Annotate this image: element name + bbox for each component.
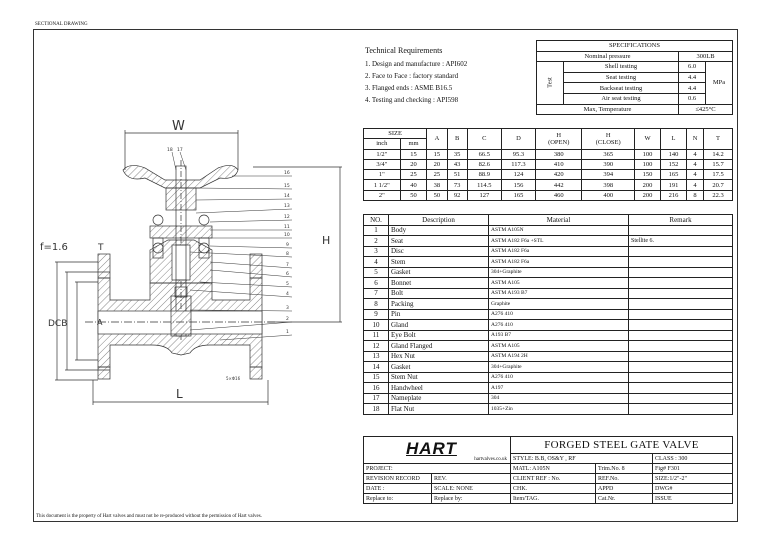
spec-title: SPECIFICATIONS xyxy=(537,41,733,52)
col-h-close: H (CLOSE) xyxy=(582,129,635,150)
dimension-cell: 17.5 xyxy=(704,170,733,180)
title-block xyxy=(363,436,733,504)
rev-cell: REV. xyxy=(432,474,511,484)
dimension-row xyxy=(364,159,733,169)
part-description: Bonnet xyxy=(389,278,489,289)
dimension-cell: 460 xyxy=(536,190,582,200)
part-no: 15 xyxy=(364,372,389,383)
part-no: 8 xyxy=(364,299,389,310)
class-cell: CLASS : 300 xyxy=(653,454,733,464)
part-no: 13 xyxy=(364,351,389,362)
part-no: 5 xyxy=(364,267,389,278)
part-no: 6 xyxy=(364,278,389,289)
callout-16: 16 xyxy=(284,171,290,176)
dimension-cell: 8 xyxy=(687,190,704,200)
scale-cell: SCALE: NONE xyxy=(432,484,511,494)
callout-2: 2 xyxy=(286,317,289,322)
part-material: A197 xyxy=(489,383,629,394)
part-description: Bolt xyxy=(389,288,489,299)
dimension-cell: 15.7 xyxy=(704,159,733,169)
dimension-cell: 165 xyxy=(501,190,535,200)
dimension-cell: 140 xyxy=(661,149,687,159)
dimension-cell: 1/2" xyxy=(364,149,401,159)
dimension-cell: 380 xyxy=(536,149,582,159)
part-remark xyxy=(629,267,733,278)
part-remark xyxy=(629,320,733,331)
part-material: 304+Graphite xyxy=(489,362,629,373)
dimension-cell: 73 xyxy=(447,180,467,190)
dimension-cell: 127 xyxy=(467,190,501,200)
dimensions-table xyxy=(363,128,733,201)
part-remark xyxy=(629,404,733,415)
dimension-cell: 40 xyxy=(400,180,427,190)
dimension-cell: 3/4" xyxy=(364,159,401,169)
part-no: 16 xyxy=(364,383,389,394)
parts-rows xyxy=(364,225,733,414)
dimensions-rows xyxy=(364,149,733,200)
part-material: A193 B7 xyxy=(489,330,629,341)
callout-9: 9 xyxy=(286,243,289,248)
part-description: Handwheel xyxy=(389,383,489,394)
part-no: 10 xyxy=(364,320,389,331)
dimension-cell: 4 xyxy=(687,180,704,190)
callout-4: 4 xyxy=(286,292,289,297)
part-description: Flat Nut xyxy=(389,404,489,415)
part-description: Packing xyxy=(389,299,489,310)
part-remark xyxy=(629,362,733,373)
part-description: Pin xyxy=(389,309,489,320)
part-no: 4 xyxy=(364,257,389,268)
matl-cell: MATL: A105N xyxy=(511,464,596,474)
part-no: 18 xyxy=(364,404,389,415)
item-tag-cell: Item/TAG. xyxy=(511,494,596,504)
test-backseat-value: 4.4 xyxy=(679,83,706,94)
specifications-table xyxy=(536,40,733,115)
col-n: N xyxy=(687,129,704,150)
part-row xyxy=(364,372,733,383)
dimension-cell: 114.5 xyxy=(467,180,501,190)
part-description: Seat xyxy=(389,236,489,247)
dimension-cell: 156 xyxy=(501,180,535,190)
date-cell: DATE : xyxy=(364,484,432,494)
dimension-cell: 150 xyxy=(635,170,661,180)
part-row xyxy=(364,299,733,310)
callout-7: 7 xyxy=(286,263,289,268)
pressure-unit: MPa xyxy=(706,62,733,104)
part-no: 17 xyxy=(364,393,389,404)
dimension-cell: 216 xyxy=(661,190,687,200)
website: hartvalves.co.uk xyxy=(474,457,507,462)
drawing-title: FORGED STEEL GATE VALVE xyxy=(511,437,733,454)
replace-to-cell: Replace to: xyxy=(364,494,432,504)
part-no: 11 xyxy=(364,330,389,341)
dimension-cell: 88.9 xyxy=(467,170,501,180)
part-row xyxy=(364,225,733,236)
part-no: 2 xyxy=(364,236,389,247)
parts-no-header: NO. xyxy=(364,215,389,226)
part-remark xyxy=(629,309,733,320)
part-material: A276 410 xyxy=(489,372,629,383)
test-seat-label: Seat testing xyxy=(564,72,679,83)
part-remark xyxy=(629,330,733,341)
part-description: Gland Flanged xyxy=(389,341,489,352)
dimension-cell: 50 xyxy=(400,190,427,200)
part-material: ASTM A194 2H xyxy=(489,351,629,362)
dimension-cell: 25 xyxy=(400,170,427,180)
dimension-cell: 14.2 xyxy=(704,149,733,159)
part-description: Disc xyxy=(389,246,489,257)
callout-11: 11 xyxy=(284,225,290,230)
dimension-cell: 82.6 xyxy=(467,159,501,169)
part-description: Nameplate xyxy=(389,393,489,404)
replace-by-cell: Replace by: xyxy=(432,494,511,504)
dimension-cell: 100 xyxy=(635,149,661,159)
part-remark xyxy=(629,372,733,383)
mm-header: mm xyxy=(400,139,427,149)
part-material: ASTM A193 B7 xyxy=(489,288,629,299)
size-cell: SIZE:1/2"-2" xyxy=(653,474,733,484)
dim-label-f: f=1.6 xyxy=(40,242,68,253)
callout-1: 1 xyxy=(286,330,289,335)
part-no: 14 xyxy=(364,362,389,373)
dimension-row xyxy=(364,180,733,190)
style-cell: STYLE: B.B, OS&Y , RF xyxy=(511,454,653,464)
issue-cell: ISSUE xyxy=(653,494,733,504)
dimension-cell: 365 xyxy=(582,149,635,159)
callout-14: 14 xyxy=(284,194,290,199)
dimension-cell: 191 xyxy=(661,180,687,190)
part-row xyxy=(364,341,733,352)
dim-label-l: L xyxy=(176,387,183,401)
technical-requirements xyxy=(365,45,467,106)
size-header: SIZE xyxy=(364,129,427,139)
test-air-value: 0.6 xyxy=(679,93,706,104)
tech-req-item: 1. Design and manufacture : API602 xyxy=(365,60,468,68)
part-material: A276 410 xyxy=(489,309,629,320)
fig-cell: Fig# F301 xyxy=(653,464,733,474)
dimension-row xyxy=(364,149,733,159)
hart-logo: HART xyxy=(406,439,457,458)
sectional-drawing-label: SECTIONAL DRAWING xyxy=(35,22,88,27)
part-remark xyxy=(629,278,733,289)
dimension-cell: 442 xyxy=(536,180,582,190)
part-description: Gland xyxy=(389,320,489,331)
revision-record-cell: REVISION RECORD xyxy=(364,474,432,484)
dimension-cell: 35 xyxy=(447,149,467,159)
ref-no-cell: REF.No. xyxy=(596,474,653,484)
part-row xyxy=(364,404,733,415)
dimension-cell: 152 xyxy=(661,159,687,169)
callout-3: 3 xyxy=(286,306,289,311)
part-remark: Stellite 6. xyxy=(629,236,733,247)
dimension-cell: 66.5 xyxy=(467,149,501,159)
callout-12: 12 xyxy=(284,215,290,220)
part-row xyxy=(364,351,733,362)
test-air-label: Air seat testing xyxy=(564,93,679,104)
dimension-cell: 4 xyxy=(687,159,704,169)
test-label: Test xyxy=(537,62,564,104)
dimension-cell: 92 xyxy=(447,190,467,200)
part-row xyxy=(364,320,733,331)
dwg-cell: DWG# xyxy=(653,484,733,494)
part-material: ASTM A105 xyxy=(489,278,629,289)
part-remark xyxy=(629,383,733,394)
dimension-cell: 100 xyxy=(635,159,661,169)
part-row xyxy=(364,288,733,299)
dimension-cell: 25 xyxy=(427,170,447,180)
dimension-cell: 20.7 xyxy=(704,180,733,190)
dimension-cell: 4 xyxy=(687,170,704,180)
col-c: C xyxy=(467,129,501,150)
test-backseat-label: Backseat testing xyxy=(564,83,679,94)
dimension-cell: 1 1/2" xyxy=(364,180,401,190)
part-no: 12 xyxy=(364,341,389,352)
nominal-pressure-label: Nominal pressure xyxy=(537,51,679,62)
dimension-cell: 124 xyxy=(501,170,535,180)
part-material: ASTM A182 F6a xyxy=(489,257,629,268)
dim-label-dcb: DCB xyxy=(48,319,68,329)
test-shell-value: 6.0 xyxy=(679,62,706,73)
part-row xyxy=(364,278,733,289)
dimension-cell: 200 xyxy=(635,180,661,190)
client-ref-cell: CLIENT REF : No. xyxy=(511,474,596,484)
dimension-cell: 165 xyxy=(661,170,687,180)
part-remark xyxy=(629,257,733,268)
part-remark xyxy=(629,299,733,310)
dimension-row xyxy=(364,190,733,200)
callout-8: 8 xyxy=(286,252,289,257)
part-material: Graphite xyxy=(489,299,629,310)
max-temp-value: ≤425°C xyxy=(679,104,733,115)
logo-cell xyxy=(364,437,511,464)
part-material: A276 410 xyxy=(489,320,629,331)
col-w: W xyxy=(635,129,661,150)
part-row xyxy=(364,236,733,247)
part-row xyxy=(364,330,733,341)
part-remark xyxy=(629,225,733,236)
appd-cell: APPD xyxy=(596,484,653,494)
dim-label-t: T xyxy=(98,243,104,253)
callout-13: 13 xyxy=(284,204,290,209)
inch-header: inch xyxy=(364,139,401,149)
dimension-cell: 22.3 xyxy=(704,190,733,200)
part-remark xyxy=(629,288,733,299)
dimension-cell: 410 xyxy=(536,159,582,169)
dimension-cell: 200 xyxy=(635,190,661,200)
dimension-cell: 38 xyxy=(427,180,447,190)
parts-remark-header: Remark xyxy=(629,215,733,226)
part-row xyxy=(364,393,733,404)
part-row xyxy=(364,246,733,257)
dimension-cell: 117.3 xyxy=(501,159,535,169)
part-material: ASTM A105 xyxy=(489,341,629,352)
dimension-cell: 51 xyxy=(447,170,467,180)
part-remark xyxy=(629,393,733,404)
part-no: 1 xyxy=(364,225,389,236)
dimension-cell: 15 xyxy=(427,149,447,159)
part-description: Stem Nut xyxy=(389,372,489,383)
col-h-open: H (OPEN) xyxy=(536,129,582,150)
part-description: Hex Nut xyxy=(389,351,489,362)
part-description: Body xyxy=(389,225,489,236)
dim-label-w: W xyxy=(172,119,185,134)
tech-req-item: 2. Face to Face : factory standard xyxy=(365,72,459,80)
part-material: ASTM A182 F6a +STL xyxy=(489,236,629,247)
tech-req-item: 3. Flanged ends : ASME B16.5 xyxy=(365,84,453,92)
nominal-pressure-value: 300LB xyxy=(679,51,733,62)
callout-5: 5 xyxy=(286,282,289,287)
callout-17: 17 xyxy=(177,148,183,153)
dimension-cell: 4 xyxy=(687,149,704,159)
part-description: Stem xyxy=(389,257,489,268)
part-row xyxy=(364,383,733,394)
test-shell-label: Shell testing xyxy=(564,62,679,73)
dimension-cell: 394 xyxy=(582,170,635,180)
part-material: ASTM A182 F6a xyxy=(489,246,629,257)
project-cell: PROJECT: xyxy=(364,464,511,474)
callout-6: 6 xyxy=(286,272,289,277)
tech-req-item: 4. Testing and checking : API598 xyxy=(365,96,459,104)
col-b: B xyxy=(447,129,467,150)
dimension-cell: 15 xyxy=(400,149,427,159)
tech-req-title: Technical Requirements xyxy=(365,46,443,55)
part-row xyxy=(364,257,733,268)
parts-description-header: Description xyxy=(389,215,489,226)
dimension-cell: 398 xyxy=(582,180,635,190)
weld-note: 5×Φ16 xyxy=(226,376,241,381)
callout-18: 18 xyxy=(167,148,173,153)
dimension-cell: 420 xyxy=(536,170,582,180)
part-row xyxy=(364,309,733,320)
col-t: T xyxy=(704,129,733,150)
callout-15: 15 xyxy=(284,184,290,189)
dimension-row xyxy=(364,170,733,180)
dimension-cell: 95.3 xyxy=(501,149,535,159)
part-no: 9 xyxy=(364,309,389,320)
dimension-cell: 390 xyxy=(582,159,635,169)
part-remark xyxy=(629,246,733,257)
part-no: 3 xyxy=(364,246,389,257)
dimension-cell: 20 xyxy=(400,159,427,169)
part-description: Eye Bolt xyxy=(389,330,489,341)
part-material: 304+Graphite xyxy=(489,267,629,278)
col-d: D xyxy=(501,129,535,150)
part-material: ASTM A105N xyxy=(489,225,629,236)
dim-label-h: H xyxy=(322,234,331,247)
parts-material-header: Material xyxy=(489,215,629,226)
part-description: Gasket xyxy=(389,267,489,278)
part-no: 7 xyxy=(364,288,389,299)
valve-sectional-drawing xyxy=(0,0,360,520)
col-l: L xyxy=(661,129,687,150)
part-remark xyxy=(629,341,733,352)
callout-10: 10 xyxy=(284,233,290,238)
part-description: Gasket xyxy=(389,362,489,373)
part-material: 1035+Zin xyxy=(489,404,629,415)
copyright-notice: This document is the property of Hart valves and must not be re-produced without the permission of Hart valves. xyxy=(36,514,262,519)
max-temp-label: Max, Temperature xyxy=(537,104,679,115)
test-seat-value: 4.4 xyxy=(679,72,706,83)
dimension-cell: 50 xyxy=(427,190,447,200)
col-a: A xyxy=(427,129,447,150)
dim-label-a: A xyxy=(97,318,103,327)
chk-cell: CHK. xyxy=(511,484,596,494)
dimension-cell: 20 xyxy=(427,159,447,169)
trim-cell: Trim.No. 8 xyxy=(596,464,653,474)
part-remark xyxy=(629,351,733,362)
cat-nr-cell: Cat.Nr. xyxy=(596,494,653,504)
dimension-cell: 2" xyxy=(364,190,401,200)
dimension-cell: 43 xyxy=(447,159,467,169)
part-row xyxy=(364,362,733,373)
parts-table xyxy=(363,214,733,415)
dimension-cell: 400 xyxy=(582,190,635,200)
part-material: 304 xyxy=(489,393,629,404)
dimension-cell: 1" xyxy=(364,170,401,180)
part-row xyxy=(364,267,733,278)
